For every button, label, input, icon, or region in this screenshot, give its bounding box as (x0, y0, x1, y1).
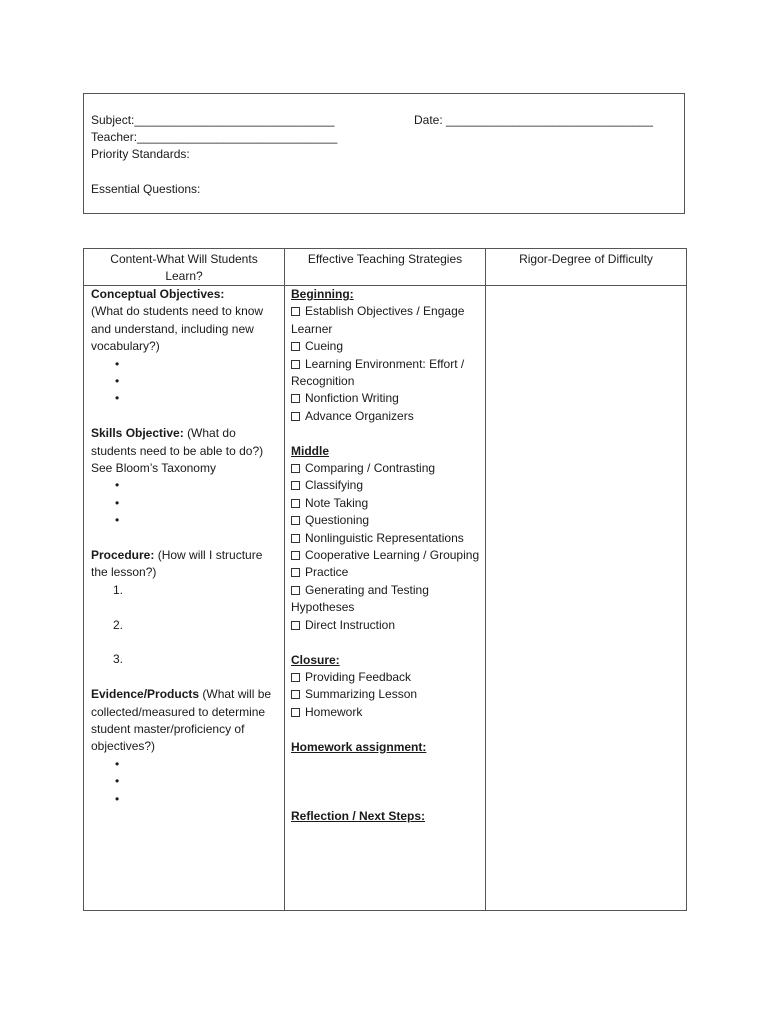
strategy-label: Summarizing Lesson (305, 687, 418, 702)
column-divider (284, 249, 285, 910)
column-divider (485, 249, 486, 910)
procedure-title: Procedure: (91, 548, 155, 563)
teacher-field[interactable]: Teacher:______________________________ (91, 130, 338, 144)
checkbox-icon[interactable] (291, 673, 300, 682)
strategy-label: Cueing (305, 339, 344, 354)
lesson-plan-table (83, 248, 687, 911)
checkbox-icon[interactable] (291, 516, 300, 525)
strategy-label: Generating and Testing Hypotheses (291, 582, 429, 615)
strategy-label: Questioning (305, 513, 370, 528)
bullet-point: • (115, 756, 120, 771)
strategy-item[interactable] (291, 390, 483, 407)
procedure-paragraph (91, 547, 281, 582)
checkbox-icon[interactable] (291, 499, 300, 508)
closure-title: Closure: (291, 652, 340, 667)
homework-assignment-title: Homework assignment: (291, 739, 427, 754)
strategy-item[interactable] (291, 356, 483, 391)
checkbox-icon[interactable] (291, 621, 300, 630)
checkbox-icon[interactable] (291, 342, 300, 351)
checkbox-icon[interactable] (291, 534, 300, 543)
strategy-item[interactable] (291, 686, 483, 703)
strategy-label: Nonlinguistic Representations (305, 530, 464, 545)
checkbox-icon[interactable] (291, 690, 300, 699)
checkbox-icon[interactable] (291, 412, 300, 421)
strategy-item[interactable] (291, 408, 483, 425)
strategy-label: Advance Organizers (305, 408, 414, 423)
middle-title: Middle (291, 443, 329, 458)
strategy-item[interactable] (291, 460, 483, 477)
column-header-rigor: Rigor-Degree of Difficulty (519, 252, 653, 266)
essential-questions-label: Essential Questions: (91, 182, 201, 196)
evidence-prompt: (What will be collected/measured to determine student master/proficiency of objectives?) (91, 687, 272, 754)
bullet-point: • (115, 513, 120, 528)
strategy-item[interactable] (291, 669, 483, 686)
bullet-point: • (115, 791, 120, 806)
conceptual-objectives-prompt: (What do students need to know and understand, including new vocabulary?) (91, 304, 264, 354)
evidence-paragraph (91, 686, 281, 756)
procedure-step-2: 2. (113, 617, 124, 632)
strategy-item[interactable] (291, 617, 483, 634)
procedure-prompt: (How will I structure the lesson?) (91, 548, 263, 580)
procedure-step-1: 1. (113, 582, 124, 597)
strategy-label: Providing Feedback (305, 669, 412, 684)
bullet-point: • (115, 356, 120, 371)
strategy-label: Nonfiction Writing (305, 391, 399, 406)
checkbox-icon[interactable] (291, 586, 300, 595)
reflection-title: Reflection / Next Steps: (291, 809, 426, 824)
strategy-label: Establish Objectives / Engage Learner (291, 304, 465, 336)
conceptual-objectives-title: Conceptual Objectives: (91, 287, 225, 301)
skills-objective-title: Skills Objective: (91, 426, 184, 441)
subject-field[interactable]: Subject:______________________________ (91, 113, 335, 127)
checkbox-icon[interactable] (291, 307, 300, 316)
skills-objective-paragraph (91, 425, 281, 477)
beginning-title: Beginning: (291, 287, 354, 301)
priority-standards-label: Priority Standards: (91, 147, 190, 161)
strategy-label: Comparing / Contrasting (305, 461, 436, 476)
procedure-step-3: 3. (113, 652, 124, 667)
bullet-point: • (115, 478, 120, 493)
strategy-item[interactable] (291, 477, 483, 494)
strategy-label: Cooperative Learning / Grouping (305, 548, 480, 563)
strategies-column (291, 286, 483, 826)
bullet-point: • (115, 774, 120, 789)
strategy-label: Practice (305, 565, 349, 580)
strategy-item[interactable] (291, 338, 483, 355)
strategy-label: Classifying (305, 478, 364, 493)
strategy-item[interactable] (291, 582, 483, 617)
strategy-label: Learning Environment: Effort / Recognition (291, 356, 465, 389)
strategy-item[interactable] (291, 564, 483, 581)
strategy-label: Note Taking (305, 495, 369, 510)
checkbox-icon[interactable] (291, 394, 300, 403)
bullet-point: • (115, 391, 120, 406)
skills-objective-prompt: (What do students need to be able to do?) See Bloom’s Taxonomy (91, 426, 264, 476)
bullet-point: • (115, 495, 120, 510)
column-header-strategies: Effective Teaching Strategies (307, 252, 463, 266)
checkbox-icon[interactable] (291, 568, 300, 577)
column-header-content: Content-What Will Students Learn? (110, 252, 258, 283)
date-field[interactable]: Date: _______________________________ (414, 113, 653, 127)
evidence-title: Evidence/Products (91, 687, 200, 702)
bullet-point: • (115, 374, 120, 389)
strategy-item[interactable] (291, 530, 483, 547)
strategy-label: Direct Instruction (305, 617, 396, 632)
checkbox-icon[interactable] (291, 464, 300, 473)
strategy-item[interactable] (291, 512, 483, 529)
checkbox-icon[interactable] (291, 708, 300, 717)
strategy-item[interactable] (291, 547, 483, 564)
lesson-header-box (83, 93, 685, 214)
checkbox-icon[interactable] (291, 481, 300, 490)
strategy-item[interactable] (291, 303, 483, 338)
strategy-item[interactable] (291, 704, 483, 721)
strategy-item[interactable] (291, 495, 483, 512)
checkbox-icon[interactable] (291, 360, 300, 369)
content-column (91, 286, 281, 808)
checkbox-icon[interactable] (291, 551, 300, 560)
strategy-label: Homework (305, 704, 363, 719)
